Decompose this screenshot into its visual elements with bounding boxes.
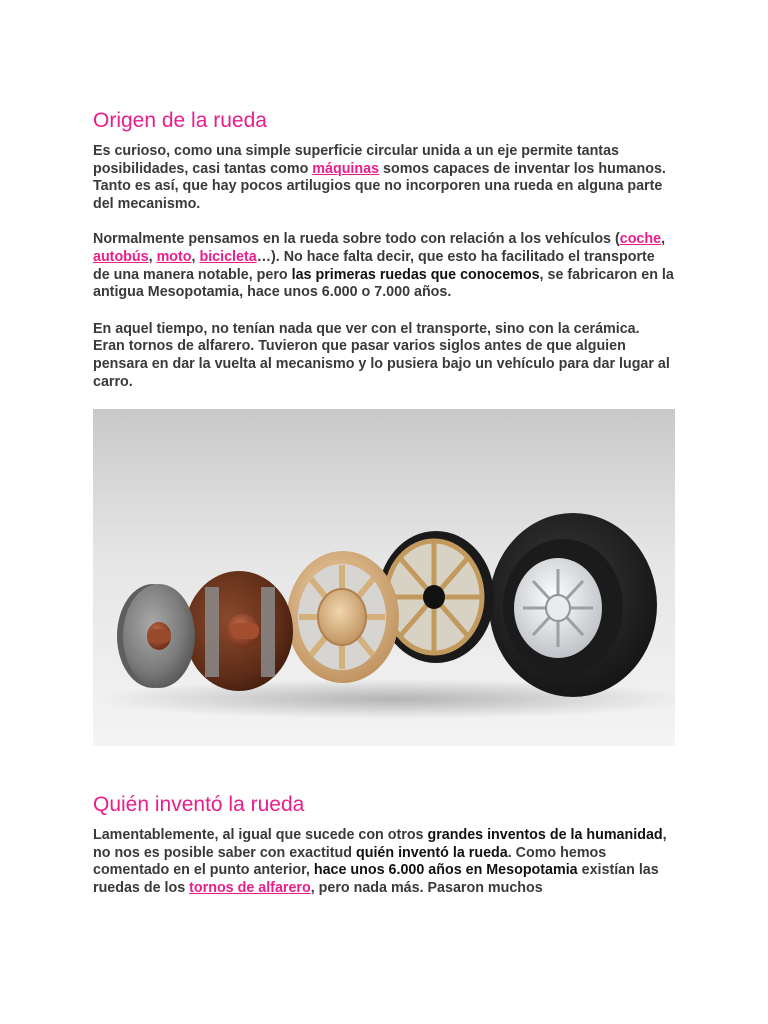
emphasis-text: grandes inventos de la humanidad bbox=[427, 827, 663, 844]
inline-link[interactable]: tornos de alfarero bbox=[189, 879, 311, 896]
text-run: , bbox=[661, 231, 666, 248]
inline-link[interactable]: autobús bbox=[93, 248, 149, 265]
inline-link[interactable]: moto bbox=[156, 248, 192, 265]
text-run: Normalmente pensamos en la rueda sobre todo con relación a los vehículos ( bbox=[93, 231, 620, 248]
inline-link[interactable]: bicicleta bbox=[199, 248, 257, 265]
wheel-evolution-image bbox=[93, 409, 675, 746]
paragraph bbox=[93, 231, 675, 301]
inline-link[interactable]: coche bbox=[619, 231, 662, 248]
paragraph bbox=[93, 827, 675, 897]
text-run: . Como hemos comentado en el punto anterior, bbox=[93, 844, 607, 879]
emphasis-text: las primeras ruedas que conocemos bbox=[291, 266, 540, 283]
inline-link[interactable]: máquinas bbox=[312, 160, 380, 177]
text-run: En aquel tiempo, no tenían nada que ver con el transporte, sino con la cerámica. Eran tornos de alfarero. Tuvieron que pasar varios siglos antes de que alguien pensara en dar la vuelta al mecanismo y lo pusiera bajo un vehículo para dar lugar al carro. bbox=[93, 320, 670, 390]
text-run: Es curioso, como una simple superficie circular unida a un eje permite tantas posibilidades, casi tantas como bbox=[93, 143, 619, 177]
paragraph bbox=[93, 321, 675, 391]
section-heading-quien: Quién inventó la rueda bbox=[93, 793, 305, 817]
text-run: , no nos es posible saber con exactitud bbox=[93, 827, 667, 861]
text-run: , bbox=[148, 248, 157, 265]
emphasis-text: hace unos 6.000 años en Mesopotamia bbox=[313, 862, 578, 879]
text-run: , se fabricaron en la antigua Mesopotamia, hace unos 6.000 o 7.000 años. bbox=[93, 266, 674, 301]
section-heading-origen: Origen de la rueda bbox=[93, 109, 267, 132]
emphasis-text: quién inventó la rueda bbox=[355, 844, 508, 861]
text-run: existían las ruedas de los bbox=[93, 862, 659, 896]
text-run: …). No hace falta decir, que esto ha facilitado el transporte de una manera notable, pero bbox=[93, 248, 655, 283]
text-run: , bbox=[191, 248, 200, 265]
article bbox=[93, 108, 675, 898]
text-run: , pero nada más. Pasaron muchos bbox=[310, 879, 543, 896]
text-run: somos capaces de inventar los humanos. Tanto es así, que hay pocos artilugios que no incorporen una rueda en alguna parte del mecanismo. bbox=[93, 160, 666, 212]
text-run: Lamentablemente, al igual que sucede con otros bbox=[93, 827, 428, 844]
paragraph bbox=[93, 143, 675, 213]
